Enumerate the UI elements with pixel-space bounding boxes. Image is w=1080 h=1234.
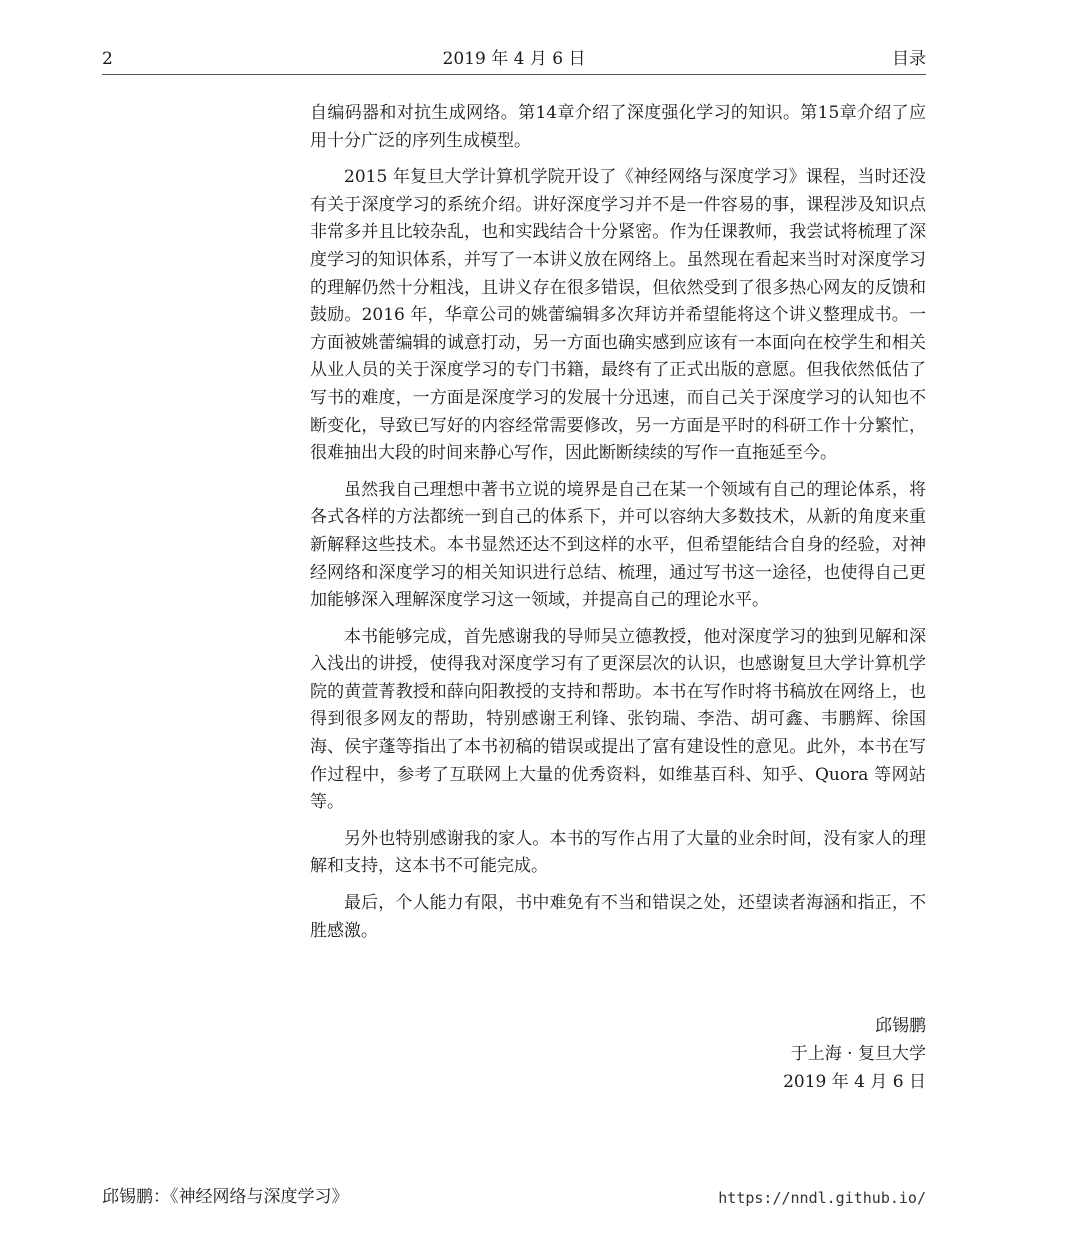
footer-book-title: 邱锡鹏：《神经网络与深度学习》 — [102, 1187, 349, 1207]
footer-url: https://nndl.github.io/ — [718, 1189, 926, 1207]
page-header — [102, 44, 926, 75]
signature-author: 邱锡鹏 — [875, 1016, 926, 1036]
signature-block — [783, 1012, 926, 1096]
paragraph-closing: 最后，个人能力有限，书中难免有不当和错误之处，还望读者海涵和指正，不胜感激。 — [310, 893, 926, 941]
preface-body — [310, 100, 926, 954]
paragraph-family: 另外也特别感谢我的家人。本书的写作占用了大量的业余时间，没有家人的理解和支持，这本书不可能完成。 — [310, 828, 926, 877]
paragraph-continuation: 自编码器和对抗生成网络。第14章介绍了深度强化学习的知识。第15章介绍了应用十分广泛的序列生成模型。 — [310, 103, 926, 151]
paragraph-acknowledgements: 本书能够完成，首先感谢我的导师吴立德教授，他对深度学习的独到见解和深入浅出的讲授，使得我对深度学习有了更深层次的认识，也感谢复旦大学计算机学院的黄萱菁教授和薛向阳教授的支持和帮助。本书在写作时将书稿放在网络上，也得到很多网友的帮助，特别感谢王利锋、张钧瑞、李浩、胡可鑫、韦鹏辉、徐国海、侯宇蓬等指出了本书初稿的错误或提出了富有建设性的意见。此外，本书在写作过程中，参考了互联网上大量的优秀资料，如维基百科、知乎、Quora 等网站等。 — [310, 626, 926, 813]
header-section-title: 目录 — [892, 49, 926, 69]
page-number: 2 — [102, 49, 113, 69]
header-date: 2019 年 4 月 6 日 — [442, 49, 586, 69]
signature-place: 于上海 · 复旦大学 — [790, 1044, 926, 1064]
signature-date: 2019 年 4 月 6 日 — [783, 1072, 926, 1092]
paragraph-course-history: 2015 年复旦大学计算机学院开设了《神经网络与深度学习》课程，当时还没有关于深度学习的系统介绍。讲好深度学习并不是一件容易的事，课程涉及知识点非常多并且比较杂乱，也和实践结合十分紧密。作为任课教师，我尝试将梳理了深度学习的知识体系，并写了一本讲义放在网络上。虽然现在看起来当时对深度学习的理解仍然十分粗浅，且讲义存在很多错误，但依然受到了很多热心网友的反馈和鼓励。2016 年，华章公司的姚蕾编辑多次拜访并希望能将这个讲义整理成书。一方面被姚蕾编辑的诚意打动，另一方面也确实感到应该有一本面向在校学生和相关从业人员的关于深度学习的专门书籍，最终有了正式出版的意愿。但我依然低估了写书的难度，一方面是深度学习的发展十分迅速，而自己关于深度学习的认知也不断变化，导致已写好的内容经常需要修改，另一方面是平时的科研工作十分繁忙，很难抽出大段的时间来静心写作，因此断断续续的写作一直拖延至今。 — [310, 167, 926, 464]
paragraph-ideal: 虽然我自己理想中著书立说的境界是自己在某一个领域有自己的理论体系，将各式各样的方法都统一到自己的体系下，并可以容纳大多数技术，从新的角度来重新解释这些技术。本书显然还达不到这样的水平，但希望能结合自身的经验，对神经网络和深度学习的相关知识进行总结、梳理，通过写书这一途径，也使得自己更加能够深入理解深度学习这一领域，并提高自己的理论水平。 — [310, 479, 926, 611]
